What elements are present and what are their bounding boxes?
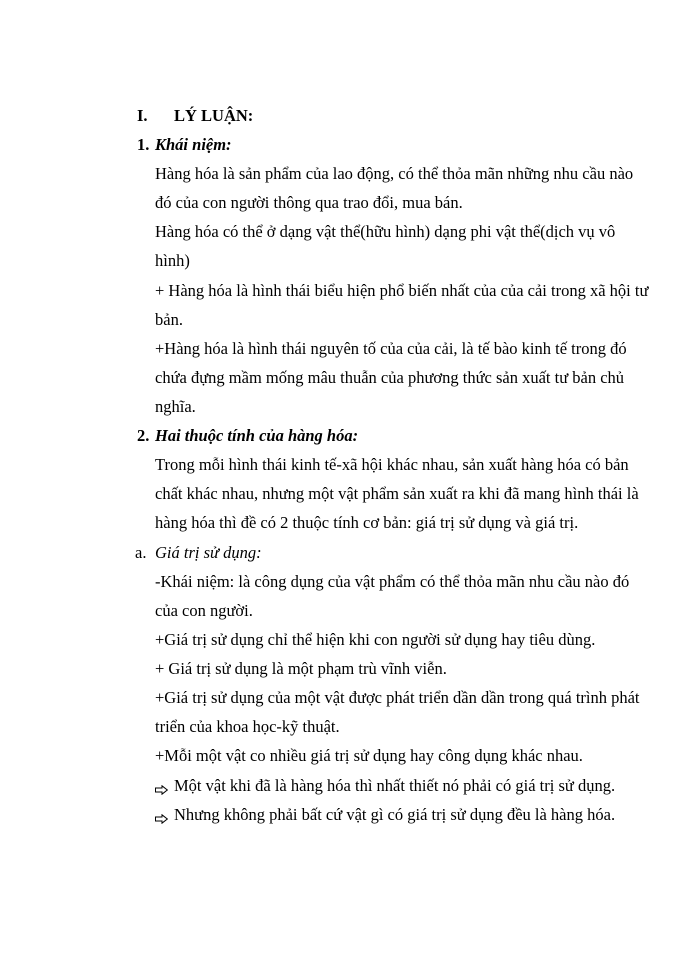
paragraph-line: + Hàng hóa là hình thái biểu hiện phổ biến nhất của của cải trong xã hội tư [155,281,649,300]
paragraph-line: hình) [155,251,190,270]
subsection-2-title: Hai thuộc tính của hàng hóa: [155,426,359,445]
arrow-bullet-line [155,805,615,825]
right-arrow-outline-icon [155,780,168,790]
section-title: LÝ LUẬN: [174,106,254,125]
arrow-bullet-line [155,776,615,796]
paragraph-line: + Giá trị sử dụng là một phạm trù vĩnh viễn. [155,659,447,678]
paragraph-line: Hàng hóa có thể ở dạng vật thể(hữu hình) dạng phi vật thể(dịch vụ vô [155,222,616,241]
paragraph-line: hàng hóa thì đề có 2 thuộc tính cơ bản: giá trị sử dụng và giá trị. [155,513,579,532]
paragraph-line: +Giá trị sử dụng của một vật được phát triển dần dần trong quá trình phát [155,688,640,707]
paragraph-line: nghĩa. [155,397,196,416]
subsection-2-number: 2. [137,426,150,445]
arrow-line-text: Nhưng không phải bất cứ vật gì có giá trị sử dụng đều là hàng hóa. [174,805,616,824]
right-arrow-outline-icon [155,809,168,819]
arrow-line-text: Một vật khi đã là hàng hóa thì nhất thiết nó phải có giá trị sử dụng. [174,776,616,795]
paragraph-line: của con người. [155,601,253,620]
section-number: I. [137,106,148,125]
paragraph-line: +Giá trị sử dụng chỉ thể hiện khi con người sử dụng hay tiêu dùng. [155,630,596,649]
paragraph-line: Trong mỗi hình thái kinh tế-xã hội khác nhau, sản xuất hàng hóa có bản [155,455,629,474]
paragraph-line: chất khác nhau, nhưng một vật phẩm sản xuất ra khi đã mang hình thái là [155,484,639,503]
paragraph-line: +Hàng hóa là hình thái nguyên tố của của cải, là tế bào kinh tế trong đó [155,339,627,358]
subsection-1-title: Khái niệm: [155,135,232,154]
subsection-a-letter: a. [135,543,147,562]
paragraph-line: triển của khoa học-kỹ thuật. [155,717,340,736]
paragraph-line: chứa đựng mầm mống mâu thuẫn của phương thức sản xuất tư bản chủ [155,368,625,387]
subsection-a-title: Giá trị sử dụng: [155,543,262,562]
paragraph-line: bản. [155,310,183,329]
paragraph-line: +Mỗi một vật co nhiều giá trị sử dụng hay công dụng khác nhau. [155,746,583,765]
paragraph-line: đó của con người thông qua trao đổi, mua bán. [155,193,463,212]
paragraph-line: Hàng hóa là sản phẩm của lao động, có thể thỏa mãn những nhu cầu nào [155,164,634,183]
paragraph-line: -Khái niệm: là công dụng của vật phẩm có thể thỏa mãn nhu cầu nào đó [155,572,630,591]
subsection-1-number: 1. [137,135,150,154]
